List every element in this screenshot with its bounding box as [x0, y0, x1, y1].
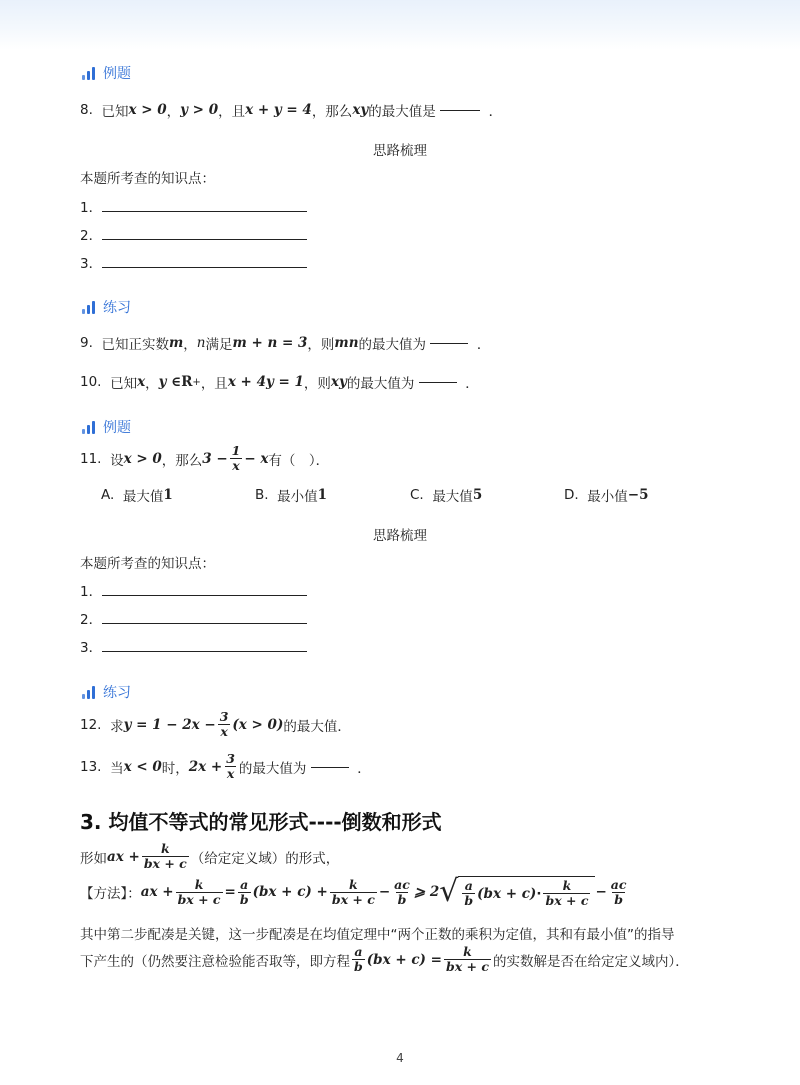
numerator: k [160, 841, 170, 856]
text: 的最大值． [283, 718, 351, 735]
text: ，则 [303, 376, 331, 392]
question-9 [80, 333, 490, 353]
answer-blank[interactable] [430, 342, 468, 344]
fraction [230, 444, 243, 474]
denominator: bx + c [445, 959, 489, 975]
denominator: bx + c [331, 891, 375, 907]
fraction [609, 878, 629, 908]
item-number: 3． [80, 640, 103, 656]
question-12 [80, 710, 351, 740]
item-number: 2． [80, 228, 103, 244]
text: ． [465, 376, 479, 392]
knowledge-item [80, 608, 307, 628]
question-number: 8. [80, 102, 93, 118]
math: x > 0 [128, 102, 167, 118]
fraction [142, 842, 189, 872]
question-number: 11. [80, 450, 102, 467]
text: 设 [110, 452, 124, 469]
question-8 [80, 100, 502, 120]
math: xy [352, 102, 369, 118]
option-text: 最大值 [122, 489, 164, 505]
knowledge-item [80, 196, 307, 216]
text: ． [476, 337, 491, 353]
math: m + n = 3 [232, 335, 308, 351]
denominator: b [397, 891, 407, 907]
text: ． [357, 760, 371, 777]
numerator: ac [610, 876, 627, 892]
option-a[interactable] [101, 485, 173, 505]
text: 求 [110, 718, 124, 735]
answer-blank[interactable] [440, 109, 480, 111]
text: ， [183, 337, 197, 353]
denominator: bx + c [545, 893, 589, 909]
knowledge-item [80, 252, 307, 272]
item-number: 2． [80, 612, 103, 628]
question-number: 10. [80, 374, 102, 390]
math: x + 4y = 1 [227, 374, 304, 390]
fraction [224, 752, 237, 782]
fraction [330, 878, 377, 908]
text: ，且 [200, 376, 228, 392]
text: 满足 [205, 337, 233, 353]
math: (x > 0) [232, 716, 284, 733]
option-value: 1 [163, 487, 173, 503]
math: x > 0 [123, 450, 162, 467]
option-value: 1 [317, 487, 328, 503]
math: (bx + c) = [366, 951, 442, 968]
math: R [181, 374, 193, 390]
option-value: 5 [472, 487, 483, 503]
answer-line[interactable] [102, 595, 307, 596]
item-number: 1． [80, 584, 103, 600]
reasoning-title: 思路梳理 [373, 143, 427, 159]
answer-line[interactable] [102, 651, 307, 652]
square-root [439, 876, 595, 909]
paragraph-line-1: 其中第二步配凑是关键，这一步配凑是在均值定理中“两个正数的乘积为定值，其和有最小值”的指导 [80, 927, 675, 943]
option-label: A. [101, 487, 115, 503]
text: ，那么 [161, 452, 203, 469]
denominator: bx + c [177, 891, 221, 907]
math: − x [244, 450, 269, 467]
text: （给定定义域）的形式， [190, 850, 340, 867]
text: 的最大值为 [238, 760, 307, 777]
denominator: x [220, 724, 228, 740]
text: ，则 [307, 337, 335, 353]
numerator: k [348, 876, 358, 892]
section-label: 练习 [103, 300, 131, 316]
option-label: C. [410, 487, 424, 503]
fraction [543, 879, 590, 909]
option-label: D. [564, 487, 579, 503]
math: · [536, 885, 542, 902]
option-text: 最小值 [277, 489, 318, 505]
math: xy [330, 374, 347, 390]
text: 的实数解是否在给定定义域内）． [492, 953, 689, 970]
radical-sign: √ [439, 874, 459, 910]
numerator: 3 [226, 751, 235, 766]
math: y ∈ [158, 374, 182, 390]
math: ax + [107, 848, 140, 865]
knowledge-points-label: 本题所考查的知识点： [80, 171, 215, 187]
text: ， [166, 104, 181, 120]
fraction [176, 878, 223, 908]
numerator: a [240, 876, 249, 892]
answer-line[interactable] [102, 267, 307, 268]
math: ⩾ 2 [413, 884, 440, 901]
denominator: b [239, 891, 249, 907]
math: (bx + c) + [252, 884, 328, 901]
knowledge-item [80, 636, 307, 656]
section-heading: 3. 均值不等式的常见形式----倒数和形式 [80, 810, 442, 834]
item-number: 3． [80, 256, 103, 272]
denominator: b [354, 959, 363, 975]
text: 有（ ）． [268, 452, 330, 469]
text: 已知正实数 [101, 337, 169, 353]
knowledge-item [80, 224, 307, 244]
option-c[interactable] [410, 485, 482, 505]
bar-chart-icon [82, 301, 95, 314]
paragraph-line-2 [80, 945, 689, 975]
denominator: b [614, 891, 623, 907]
method-label: 【方法】： [80, 886, 141, 903]
math: x [137, 374, 146, 390]
method-line [80, 876, 630, 909]
answer-line[interactable] [102, 239, 307, 240]
math: 3 − [202, 450, 228, 467]
math: + [192, 376, 201, 388]
radicand [458, 876, 595, 909]
numerator: ac [394, 876, 410, 892]
option-label: B. [255, 487, 269, 503]
text: ，且 [218, 104, 246, 120]
option-d[interactable] [564, 485, 649, 505]
text: 的最大值为 [358, 337, 427, 353]
text: 当 [110, 760, 124, 777]
question-10 [80, 372, 479, 392]
answer-line[interactable] [102, 211, 307, 212]
math: mn [334, 335, 359, 351]
text: 已知 [110, 376, 138, 392]
numerator: 3 [219, 709, 229, 724]
math: 2x + [188, 758, 223, 775]
text: ． [488, 104, 503, 120]
math: x < 0 [123, 758, 162, 775]
question-number: 12. [80, 716, 102, 733]
answer-line[interactable] [102, 623, 307, 624]
fraction [352, 945, 365, 975]
denominator: b [464, 893, 474, 909]
numerator: k [562, 878, 572, 893]
section-label: 例题 [103, 420, 131, 436]
question-number: 13. [80, 758, 102, 775]
bar-chart-icon [82, 421, 95, 434]
question-number: 9. [80, 335, 93, 351]
numerator: k [463, 944, 472, 959]
option-text: 最大值 [432, 489, 473, 505]
text: ， [145, 376, 159, 392]
math: − [595, 884, 607, 901]
knowledge-points-label: 本题所考查的知识点： [80, 556, 215, 572]
bar-chart-icon [82, 67, 95, 80]
bar-chart-icon [82, 686, 95, 699]
option-b[interactable] [255, 485, 327, 505]
text: 形如 [80, 850, 107, 867]
math: − [378, 884, 391, 901]
page-number: 4 [396, 1051, 404, 1065]
text: 已知 [101, 104, 129, 120]
numerator: 1 [231, 443, 241, 458]
numerator: a [354, 944, 363, 959]
fraction [218, 710, 231, 740]
section-label: 练习 [103, 685, 131, 701]
top-band [0, 0, 800, 50]
denominator: x [226, 766, 235, 782]
option-value: −5 [627, 487, 649, 503]
reasoning-title: 思路梳理 [373, 528, 427, 544]
numerator: k [194, 876, 204, 892]
math: y > 0 [180, 102, 219, 118]
fraction [392, 878, 412, 908]
text: 时， [161, 760, 189, 777]
answer-blank[interactable] [311, 766, 349, 768]
knowledge-item [80, 580, 307, 600]
answer-blank[interactable] [419, 381, 457, 383]
math: = [224, 884, 236, 901]
fraction [238, 878, 251, 908]
option-text: 最小值 [587, 489, 628, 505]
section-example-1 [82, 63, 131, 83]
form-line [80, 842, 339, 872]
text: ，那么 [311, 104, 353, 120]
question-11 [80, 444, 329, 474]
section-practice-1 [82, 297, 131, 317]
text: 的最大值为 [346, 376, 415, 392]
math: ax + [140, 884, 174, 901]
item-number: 1． [80, 200, 103, 216]
denominator: x [232, 458, 240, 474]
math: (bx + c) [477, 885, 537, 902]
text: 下产生的（仍然要注意检验能否取等，即方程 [80, 953, 350, 970]
denominator: bx + c [143, 856, 187, 872]
section-example-2 [82, 417, 131, 437]
text: 的最大值是 [368, 104, 436, 120]
section-label: 例题 [103, 66, 131, 82]
math: n [196, 335, 206, 351]
section-practice-2 [82, 682, 131, 702]
fraction [462, 879, 475, 909]
fraction [444, 945, 491, 975]
numerator: a [464, 878, 473, 893]
math: x + y = 4 [245, 102, 312, 118]
math: y = 1 − 2x − [123, 716, 216, 733]
math: m [168, 335, 184, 351]
question-13 [80, 752, 371, 782]
